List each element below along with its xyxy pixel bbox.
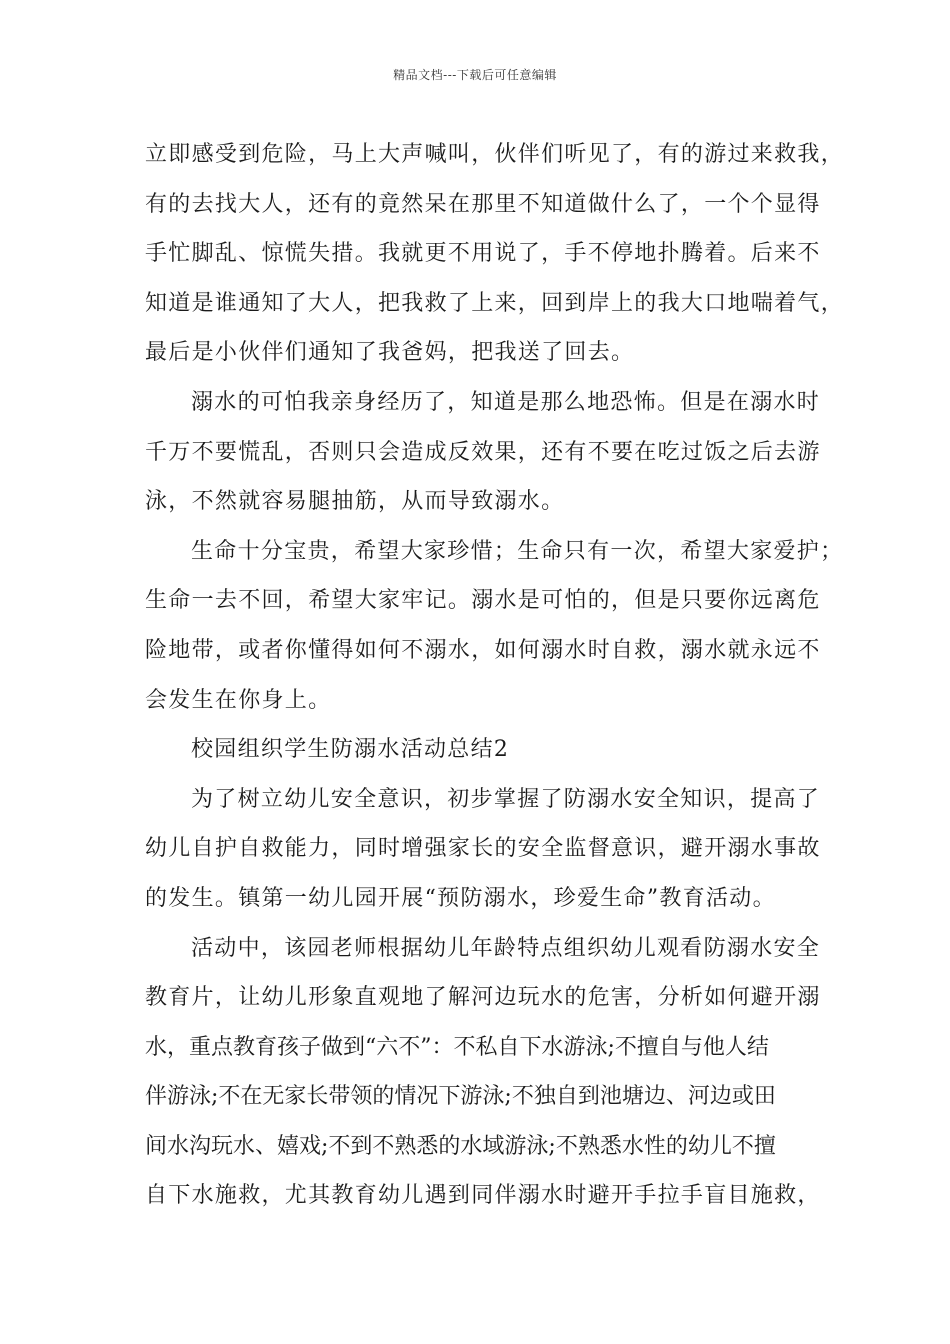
text-line: 自下水施救，尤其教育幼儿遇到同伴溺水时避开手拉手盲目施救， [145, 1183, 821, 1209]
text-line: 生命一去不回，希望大家牢记。溺水是可怕的，但是只要你远离危 [145, 588, 821, 614]
text-line: 伴游泳;不在无家长带领的情况下游泳;不独自到池塘边、河边或田 [145, 1084, 776, 1110]
text-line: 知道是谁通知了大人，把我救了上来，回到岸上的我大口地喘着气， [145, 290, 845, 316]
text-line: 为了树立幼儿安全意识，初步掌握了防溺水安全知识，提高了 [191, 786, 821, 812]
text-line: 最后是小伙伴们通知了我爸妈，把我送了回去。 [145, 340, 635, 366]
text-line: 校园组织学生防溺水活动总结2 [191, 737, 510, 763]
text-line: 溺水的可怕我亲身经历了，知道是那么地恐怖。但是在溺水时 [191, 389, 821, 415]
text-line: 间水沟玩水、嬉戏;不到不熟悉的水域游泳;不熟悉水性的幼儿不擅 [145, 1133, 776, 1159]
text-line: 会发生在你身上。 [145, 687, 332, 713]
document-body [145, 130, 845, 1221]
text-line: 立即感受到危险，马上大声喊叫，伙伴们听见了，有的游过来救我， [145, 142, 845, 167]
text-line: 险地带，或者你懂得如何不溺水，如何溺水时自救，溺水就永远不 [145, 637, 821, 663]
text-line: 教育片，让幼儿形象直观地了解河边玩水的危害，分析如何避开溺 [145, 985, 821, 1011]
text-line: 生命十分宝贵，希望大家珍惜；生命只有一次，希望大家爱护； [191, 538, 844, 564]
text-line: 活动中，该园老师根据幼儿年龄特点组织幼儿观看防溺水安全 [191, 935, 821, 961]
text-line: 水，重点教育孩子做到“六不”：不私自下水游泳;不擅自与他人结 [145, 1034, 769, 1060]
text-line: 有的去找大人，还有的竟然呆在那里不知道做什么了，一个个显得 [145, 191, 821, 217]
page-header: 精品文档---下载后可任意编辑 [393, 68, 557, 82]
text-line: 的发生。镇第一幼儿园开展“预防溺水，珍爱生命”教育活动。 [145, 885, 776, 911]
text-line: 千万不要慌乱，否则只会造成反效果，还有不要在吃过饭之后去游 [145, 439, 821, 465]
text-line: 泳，不然就容易腿抽筋，从而导致溺水。 [145, 489, 565, 515]
text-line: 幼儿自护自救能力，同时增强家长的安全监督意识，避开溺水事故 [145, 836, 821, 862]
text-line: 手忙脚乱、惊慌失措。我就更不用说了，手不停地扑腾着。后来不 [145, 241, 821, 267]
